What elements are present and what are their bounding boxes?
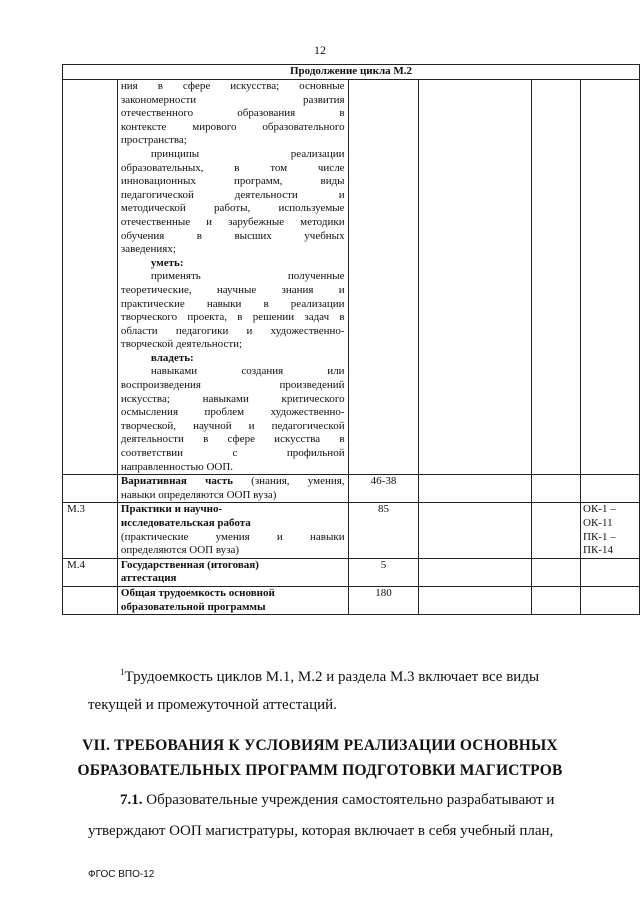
- text-line: направленностью ООП.: [120, 460, 234, 473]
- text-line: области педагогики и художественно-: [120, 324, 345, 337]
- skills-label: уметь:: [150, 256, 184, 269]
- m3-code: М.3: [63, 503, 118, 558]
- text-line: образовательных, в том числе: [120, 161, 345, 174]
- m3-competences: [581, 503, 640, 558]
- empty-cell: [532, 503, 581, 558]
- total-description: [117, 586, 348, 614]
- text-line: инновационных программ, виды: [120, 175, 345, 188]
- continuation-header: Продолжение цикла М.2: [63, 65, 640, 80]
- text-line: практические навыки в реализации: [120, 297, 345, 310]
- text-line: Государственная (итоговая): [120, 558, 259, 571]
- text-line: заведениях;: [120, 243, 176, 256]
- code-cell: [63, 80, 118, 475]
- footnote-continuation: текущей и промежуточной аттестаций.: [88, 697, 337, 713]
- text-line: осмысления проблем художественно-: [120, 406, 345, 419]
- text-line: применять полученные: [150, 270, 345, 283]
- text-line: (практические умения и навыки: [120, 530, 345, 543]
- curriculum-table: [62, 64, 640, 615]
- paragraph-continuation: утверждают ООП магистратуры, которая включает в себя учебный план,: [88, 823, 554, 839]
- empty-cell: [419, 558, 532, 586]
- code-cell: [63, 475, 118, 503]
- text-line: теоретические, научные знания и: [120, 283, 345, 296]
- text-line: соответствии с профильной: [120, 447, 345, 460]
- text-line: навыками создания или: [150, 365, 345, 378]
- text-line: навыки определяются ООП вуза): [120, 488, 277, 501]
- empty-cell: [419, 586, 532, 614]
- variative-cell: [117, 475, 348, 503]
- variative-value: 46-38: [348, 475, 419, 503]
- text-line: методической работы, используемые: [120, 202, 345, 215]
- footnote-text: Трудоемкость циклов М.1, М.2 и раздела М.3 включает все виды: [124, 669, 540, 685]
- total-row: [63, 586, 640, 614]
- m4-code: М.4: [63, 558, 118, 586]
- empty-cell: [532, 586, 581, 614]
- text-line: закономерности развития: [120, 93, 345, 106]
- text-line: исследовательская работа: [120, 517, 251, 529]
- competence-code: ПК-1 –: [583, 530, 616, 543]
- empty-cell: [581, 558, 640, 586]
- text-line: ния в сфере искусства; основные: [120, 80, 345, 92]
- empty-cell: [532, 80, 581, 475]
- text-line: искусства; навыками критического: [120, 392, 345, 405]
- m3-description: [117, 503, 348, 558]
- paragraph: [120, 792, 554, 809]
- disciplines-cell: [419, 80, 532, 475]
- credits-cell: [348, 80, 419, 475]
- table-row: [63, 80, 640, 475]
- competences-cell: [581, 80, 640, 475]
- competence-code: ОК-11: [583, 517, 613, 529]
- footnote: [120, 667, 539, 686]
- text-line: обучения в высших учебных: [120, 229, 345, 242]
- continuation-row: [63, 65, 640, 80]
- footnote-marker: 1: [120, 667, 125, 677]
- text-line: контексте мирового образовательного: [120, 120, 345, 133]
- paragraph-number: 7.1.: [120, 792, 143, 808]
- empty-cell: [532, 475, 581, 503]
- variative-line: Вариативная часть (знания, умения,: [120, 475, 345, 488]
- text-line: деятельности в сфере искусства в: [120, 433, 345, 446]
- section-heading: ОБРАЗОВАТЕЛЬНЫХ ПРОГРАММ ПОДГОТОВКИ МАГИСТРОВ: [77, 762, 563, 779]
- text-line: аттестация: [120, 572, 177, 585]
- text-line: педагогической деятельности и: [120, 188, 345, 201]
- text-line: образовательной программы: [120, 600, 266, 613]
- total-value: 180: [348, 586, 419, 614]
- text-line: творческой, научной и педагогической: [120, 419, 345, 432]
- empty-cell: [419, 503, 532, 558]
- empty-cell: [532, 558, 581, 586]
- code-cell: [63, 586, 118, 614]
- m3-row: [63, 503, 640, 558]
- section-heading: VII. ТРЕБОВАНИЯ К УСЛОВИЯМ РЕАЛИЗАЦИИ ОСНОВНЫХ: [82, 737, 558, 754]
- description-cell: [117, 80, 348, 475]
- text-line: воспроизведения произведений: [120, 379, 345, 392]
- text-line: Практики и научно-: [120, 503, 223, 516]
- text-line: пространства;: [120, 134, 187, 147]
- text-line: отечественного образования в: [120, 107, 345, 120]
- m4-description: [117, 558, 348, 586]
- paragraph-text: Образовательные учреждения самостоятельно разрабатывают и: [142, 792, 555, 808]
- text-line: творческой деятельности;: [120, 338, 243, 351]
- variative-label: Вариативная часть: [120, 475, 233, 488]
- text-line: определяются ООП вуза): [120, 544, 240, 557]
- empty-cell: [581, 586, 640, 614]
- empty-cell: [581, 475, 640, 503]
- variative-row: [63, 475, 640, 503]
- text-line: творческого проекта, в решении задач в: [120, 311, 345, 324]
- competence-code: ОК-1 –: [583, 503, 616, 516]
- m4-row: [63, 558, 640, 586]
- text-line: Общая трудоемкость основной: [120, 586, 275, 599]
- m4-value: 5: [348, 558, 419, 586]
- page-number: 12: [314, 43, 326, 57]
- footer-label: ФГОС ВПО-12: [88, 869, 155, 880]
- competence-code: ПК-14: [583, 544, 613, 557]
- empty-cell: [419, 475, 532, 503]
- mastery-label: владеть:: [150, 351, 194, 364]
- text-line: принципы реализации: [150, 147, 345, 160]
- text-line: отечественные и зарубежные методики: [120, 215, 345, 228]
- m3-value: 85: [348, 503, 419, 558]
